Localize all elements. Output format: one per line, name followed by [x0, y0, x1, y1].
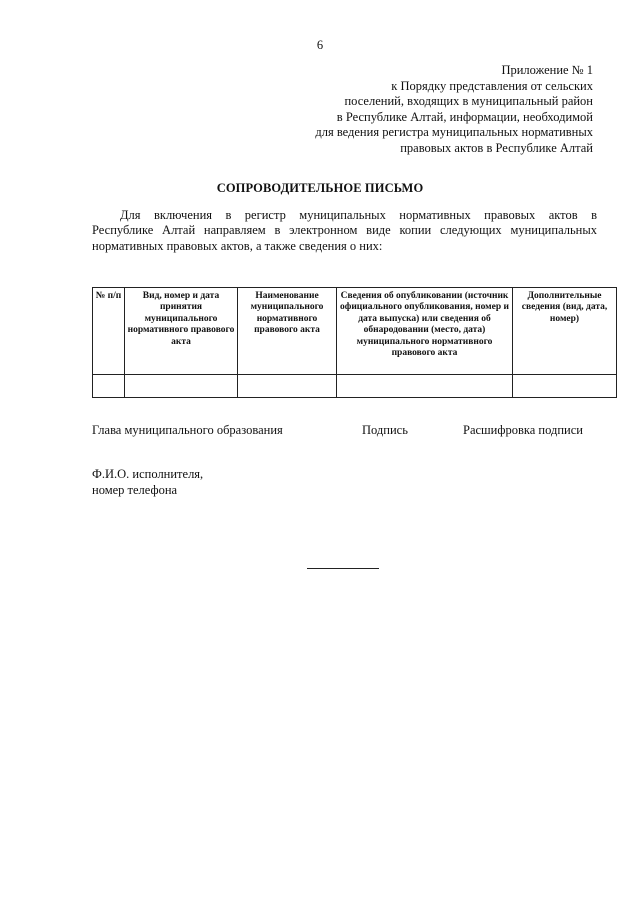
appendix-line: поселений, входящих в муниципальный район [344, 94, 593, 109]
table-cell[interactable] [337, 375, 513, 398]
table-cell[interactable] [513, 375, 617, 398]
table-header-row [93, 288, 617, 375]
table-row [93, 375, 617, 398]
executor-phone-label: номер телефона [92, 482, 178, 497]
intro-line: Для включения в регистр муниципальных нормативных правовых актов в [120, 208, 597, 222]
appendix-header [315, 63, 593, 157]
document-title: СОПРОВОДИТЕЛЬНОЕ ПИСЬМО [216, 181, 424, 195]
column-header-act-name: Наименование муниципального нормативного правового акта [238, 288, 337, 375]
appendix-line: в Республике Алтай, информации, необходимой [336, 109, 593, 124]
column-header-additional: Дополнительные сведения (вид, дата, номер) [513, 288, 617, 375]
bottom-divider [307, 568, 379, 569]
head-label: Глава муниципального образования [92, 423, 283, 437]
intro-paragraph [92, 208, 597, 254]
appendix-line: к Порядку представления от сельских [391, 78, 593, 93]
appendix-line: Приложение № 1 [501, 63, 593, 77]
table-cell[interactable] [238, 375, 337, 398]
appendix-line: для ведения регистра муниципальных нормативных [315, 125, 593, 140]
signature-decryption-label: Расшифровка подписи [463, 423, 583, 437]
column-header-act-type: Вид, номер и дата принятия муниципального нормативного правового акта [125, 288, 238, 375]
intro-line: нормативных правовых актов, а также сведения о них: [92, 238, 383, 253]
executor-block [92, 467, 203, 498]
intro-line: Республике Алтай направляем в электронном виде копии следующих муниципальных [92, 223, 597, 238]
column-header-number: № п/п [93, 288, 125, 375]
table-cell[interactable] [125, 375, 238, 398]
executor-name-label: Ф.И.О. исполнителя, [92, 467, 204, 481]
appendix-line: правовых актов в Республике Алтай [400, 140, 593, 155]
acts-table [92, 287, 617, 398]
column-header-publication: Сведения об опубликовании (источник официального опубликования, номер и дата выпуска) или сведения об обнародовании (место, дата) муниципального нормативного правового акта [337, 288, 513, 375]
page-number: 6 [316, 38, 324, 52]
table-cell[interactable] [93, 375, 125, 398]
signature-label: Подпись [362, 423, 408, 437]
